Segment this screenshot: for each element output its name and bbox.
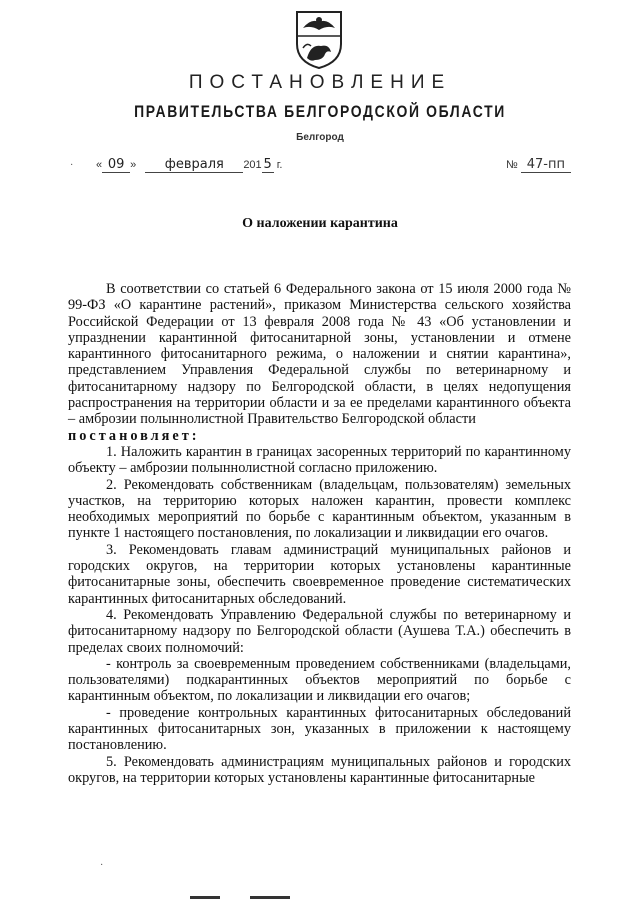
date-year-digit: 5 xyxy=(263,157,272,172)
number-prefix: № xyxy=(506,159,518,171)
date-day: 09 xyxy=(102,157,130,173)
coat-of-arms-emblem xyxy=(293,8,345,70)
issuing-authority-heading: ПРАВИТЕЛЬСТВА БЕЛГОРОДСКОЙ ОБЛАСТИ xyxy=(134,102,506,121)
clause-4: 4. Рекомендовать Управлению Федеральной службы по ветеринарному и фитосанитарному надзору по Белгородской области (Аушева Т.А.) обеспечить в пределах своих полномочий: xyxy=(68,606,571,656)
clause-4-item-inspection: - проведение контрольных карантинных фитосанитарных обследований карантинных фитосанитарных зон, указанных в приложении к настоящему постановлению. xyxy=(68,704,571,754)
clause-3: 3. Рекомендовать главам администраций муниципальных районов и городских округов, на территории которых установлены карантинные фитосанитарные зоны, обеспечить своевременное проведение систематических карантинных фитосанитарных обследований. xyxy=(68,541,571,607)
date-quote-close: » xyxy=(130,159,137,171)
preamble-paragraph: В соответствии со статьей 6 Федерального закона от 15 июля 2000 года № 99-ФЗ «О карантине растений», приказом Министерства сельского хозяйства Российской Федерации от 13 февраля 2008 года № 43 «Об установлении и упразднении карантинной фитосанитарной зоны, установлении и отмене карантинного фитосанитарного режима, о наложении и снятии карантина», представлением Управления Федеральной службы по ветеринарному и фитосанитарному надзору по Белгородской области, в целях недопущения распространения на территории области и за ее пределами карантинного объекта – амброзии полыннолистной Правительство Белгородской области xyxy=(68,281,571,428)
scan-speck: · xyxy=(70,160,74,171)
date-quote-open: « xyxy=(96,159,103,171)
clause-4-item-control: - контроль за своевременным проведением собственниками (владельцами, пользователями) подкарантинных объектов мероприятий по борьбе с карантинным объектом, по локализации и ликвидации его очагов; xyxy=(68,655,571,705)
number-value: 47-пп xyxy=(521,157,571,173)
document-title: О наложении карантина xyxy=(242,216,398,231)
scan-speck: · xyxy=(100,860,104,871)
clause-2: 2. Рекомендовать собственникам (владельцам, пользователям) земельных участков, на территорию которых наложен карантин, провести комплекс необходимых мероприятий по борьбе с карантинным объектом, указанным в пункте 1 настоящего постановления, по локализации и ликвидации его очагов. xyxy=(68,476,571,542)
clause-5: 5. Рекомендовать администрациям муниципальных районов и городских округов, на территории которых установлены карантинные фитосанитарные xyxy=(68,753,571,786)
resolves-keyword: постановляет: xyxy=(68,427,200,444)
city-label: Белгород xyxy=(296,132,344,143)
page-edge-marks xyxy=(190,896,310,899)
document-body xyxy=(68,281,571,786)
date-month: февраля xyxy=(145,157,243,173)
clause-1: 1. Наложить карантин в границах засоренных территорий по карантинному объекту – амброзии полыннолистной согласно приложению. xyxy=(68,443,571,477)
document-date xyxy=(96,157,282,173)
date-year-prefix: 201 xyxy=(243,159,262,171)
document-number xyxy=(506,157,571,173)
date-year-suffix: г. xyxy=(276,159,283,171)
document-type-heading: ПОСТАНОВЛЕНИЕ xyxy=(188,72,452,93)
